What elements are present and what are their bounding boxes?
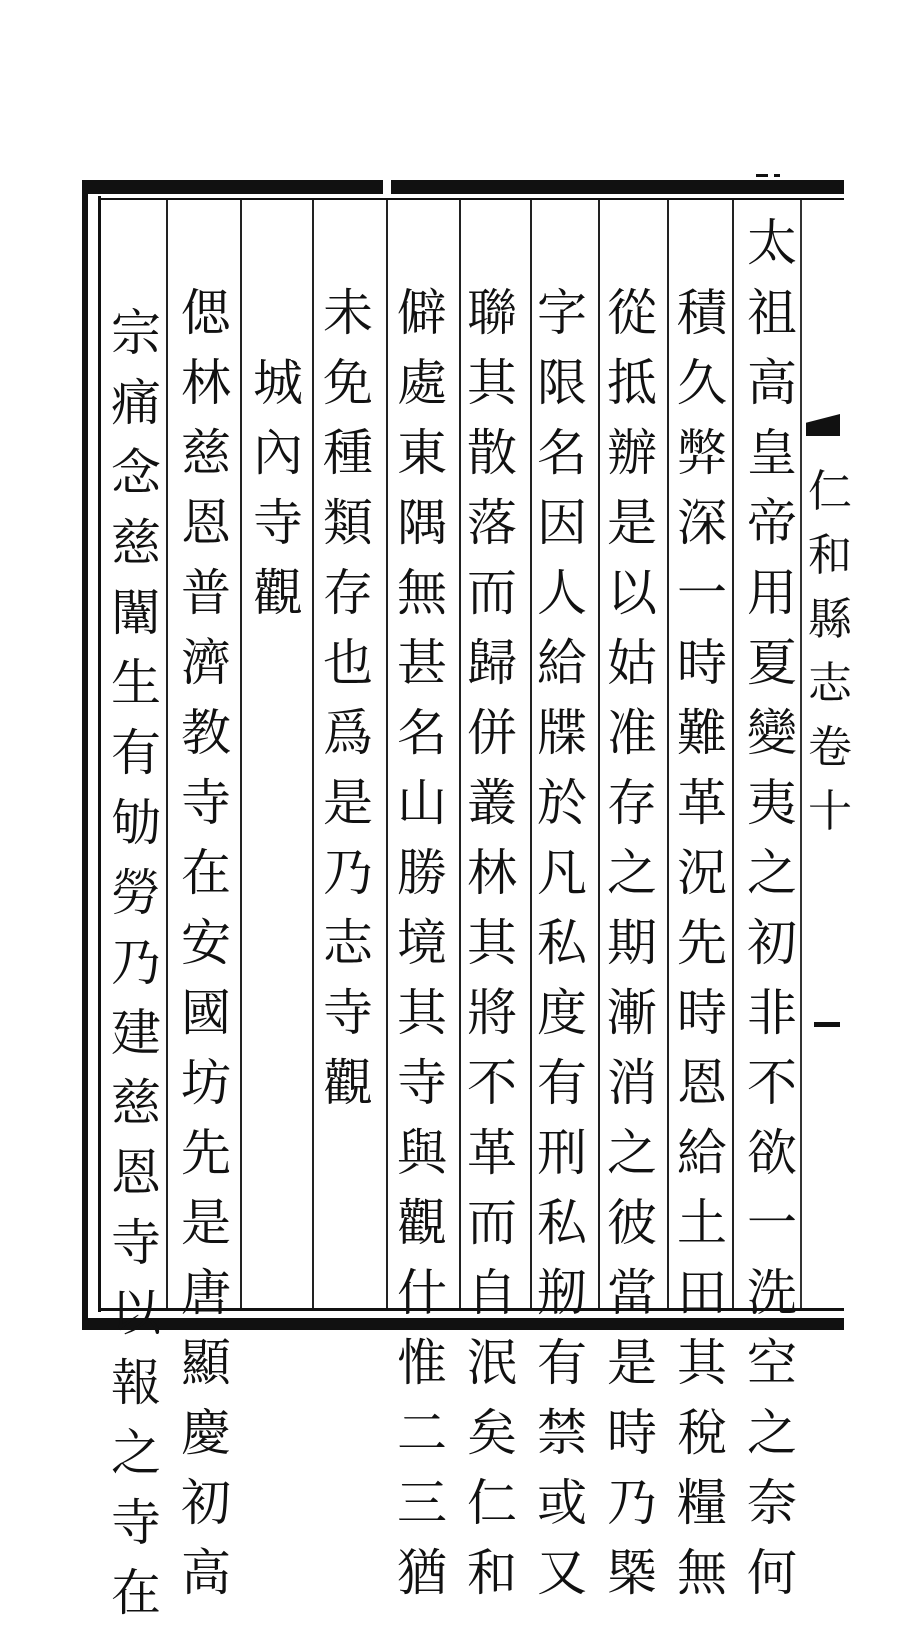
- text-column-6: 僻處東隅無甚名山勝境其寺與觀什惟二三猶: [397, 284, 447, 1602]
- column-rule: [386, 200, 388, 1308]
- column-rule: [240, 200, 242, 1308]
- frame-top-gap: [383, 180, 391, 194]
- text-column-1: 太祖高皇帝用夏變夷之初非不欲一洗空之奈何: [747, 214, 797, 1602]
- text-column-10: 宗痛念慈闈生有劬勞乃建慈恩寺以報之寺在: [111, 304, 161, 1622]
- frame-speck: [774, 174, 780, 177]
- text-column-7: 未免種類存也爲是乃志寺觀: [323, 284, 373, 1112]
- column-rule: [667, 200, 669, 1308]
- fold-label: 仁和縣志卷十: [808, 466, 852, 837]
- frame-left-border: [82, 180, 88, 1330]
- fish-tail-mark: [806, 414, 840, 436]
- section-heading: 城內寺觀: [253, 354, 303, 622]
- text-column-2: 積久弊深一時難革況先時恩給土田其稅糧無: [677, 284, 727, 1602]
- text-column-9: 偲林慈恩普濟教寺在安國坊先是唐顯慶初高: [181, 284, 231, 1602]
- fold-dash: [814, 1022, 840, 1027]
- text-column-4: 字限名因人給牒於凡私度有刑私剏有禁或又: [537, 284, 587, 1602]
- text-column-5: 聯其散落而歸併叢林其將不革而自泯矣仁和: [467, 284, 517, 1602]
- frame-speck: [756, 174, 768, 177]
- frame-left-inner-border: [98, 196, 101, 1312]
- text-column-3: 從抵辦是以姑准存之期漸消之彼當是時乃槩: [607, 284, 657, 1602]
- frame-top-border: [82, 180, 844, 194]
- column-rule: [312, 200, 314, 1308]
